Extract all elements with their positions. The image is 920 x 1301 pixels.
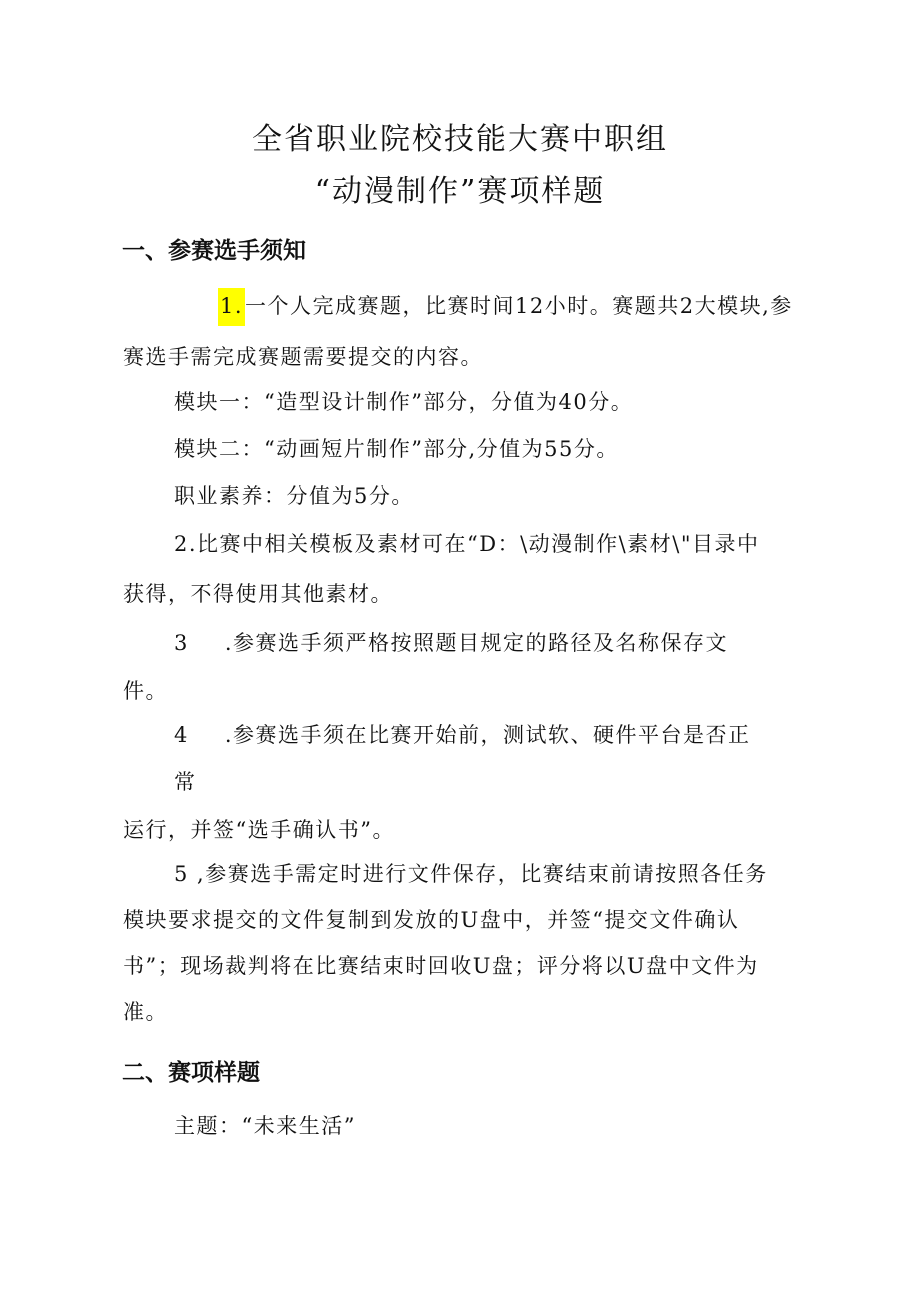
item5-line4: 准。: [123, 1000, 168, 1024]
item4-line3: 运行，并签“选手确认书”。: [123, 818, 395, 842]
literacy-line: 职业素养：分值为5分。: [174, 484, 414, 508]
item1-number: 1.: [218, 288, 245, 326]
item3-text: .参赛选手须严格按照题目规定的路径及名称保存文: [224, 631, 729, 655]
document-title-line1: 全省职业院校技能大赛中职组: [252, 122, 668, 157]
item1-line1: [218, 290, 793, 320]
item4-text: .参赛选手须在比赛开始前，测试软、硬件平台是否正: [224, 723, 751, 747]
item4-number: 4: [174, 723, 189, 747]
theme-line: 主题：“未来生活”: [174, 1114, 356, 1138]
item3-line1: [174, 627, 728, 657]
section2-heading: 二、赛项样题: [122, 1060, 260, 1086]
item3-number: 3: [174, 631, 189, 655]
item5-line1: 5 ,参赛选手需定时进行文件保存，比赛结束前请按照各任务: [174, 862, 768, 886]
section1-heading: 一、参赛选手须知: [122, 238, 306, 264]
item1-text: 一个人完成赛题，比赛时间12小时。赛题共2大模块,参: [245, 294, 793, 318]
document-title-line2: “动漫制作”赛项样题: [314, 174, 606, 209]
item5-line3: 书”；现场裁判将在比赛结束时回收U盘；评分将以U盘中文件为: [123, 954, 759, 978]
module1-line: 模块一：“造型设计制作”部分，分值为40分。: [174, 390, 634, 414]
module2-line: 模块二：“动画短片制作”部分,分值为55分。: [174, 437, 619, 461]
item4-line2: 常: [174, 770, 197, 794]
item5-line2: 模块要求提交的文件复制到发放的U盘中，并签“提交文件确认: [123, 908, 740, 932]
item2-line1: 2.比赛中相关模板及素材可在“D：\动漫制作\素材\"目录中: [174, 532, 760, 556]
item1-line2: 赛选手需完成赛题需要提交的内容。: [123, 345, 483, 369]
item2-line2: 获得，不得使用其他素材。: [123, 582, 393, 606]
item3-line2: 件。: [123, 679, 168, 703]
item4-line1: [174, 719, 751, 749]
